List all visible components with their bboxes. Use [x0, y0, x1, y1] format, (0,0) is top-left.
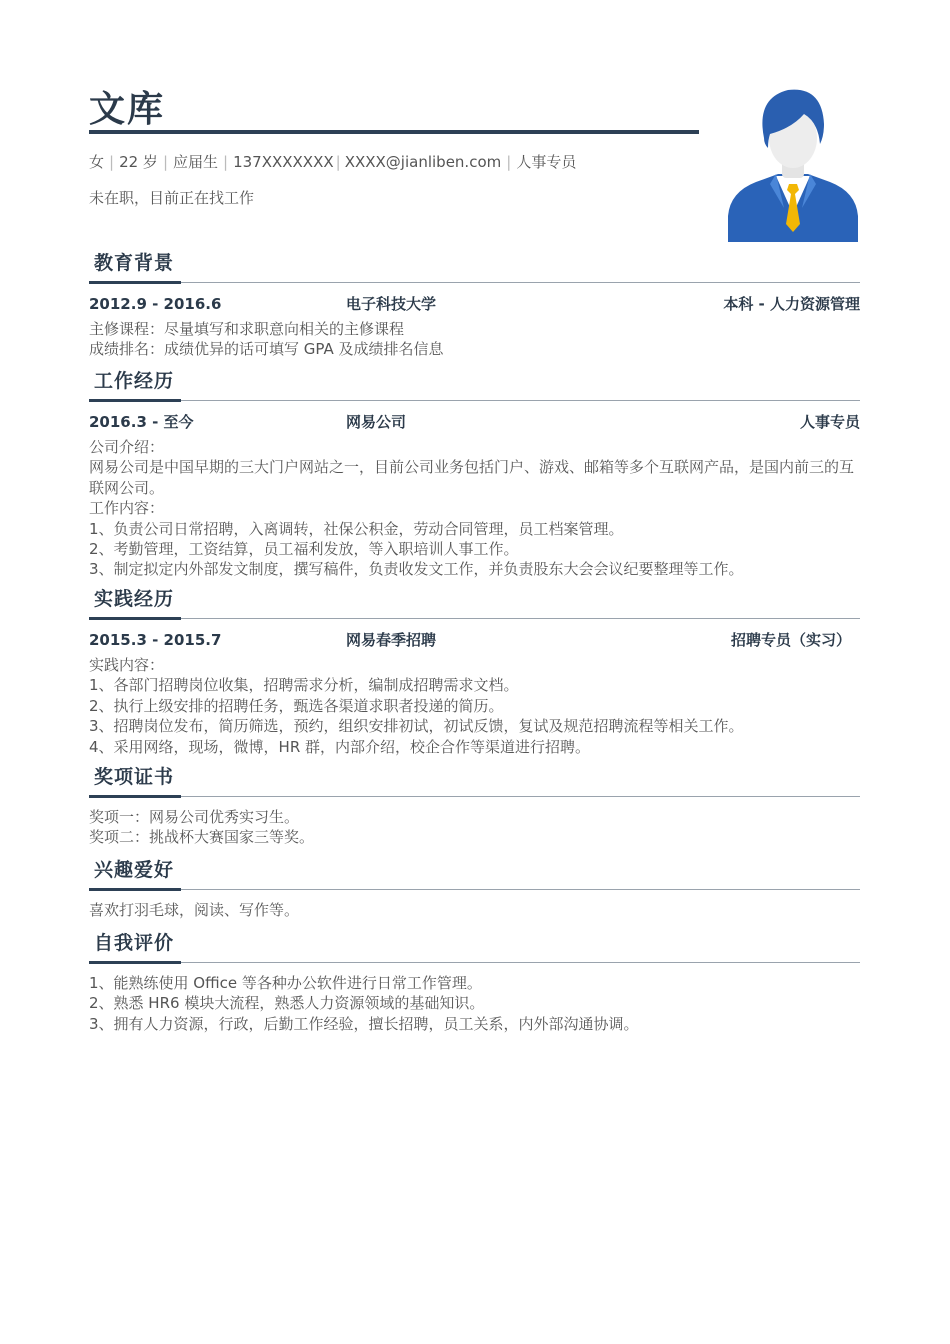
practice-entry-row — [89, 629, 860, 651]
education-section — [89, 249, 860, 360]
evaluation-line: 3、拥有人力资源，行政，后勤工作经验，擅长招聘，员工关系，内外部沟通协调。 — [89, 1014, 639, 1033]
work-title: 工作经历 — [94, 370, 175, 392]
info-separator: | — [506, 153, 512, 171]
detail-line: 主修课程：尽量填写和求职意向相关的主修课程 — [89, 320, 405, 338]
work-entry-row — [89, 411, 860, 433]
section-accent-bar — [89, 888, 181, 891]
detail-line: 公司介绍： — [89, 438, 165, 456]
detail-line: 1、各部门招聘岗位收集，招聘需求分析，编制成招聘需求文档。 — [89, 676, 519, 695]
personal-info-line — [89, 151, 576, 173]
candidate-name: 文库 — [89, 89, 166, 130]
info-separator: | — [335, 153, 341, 171]
detail-line: 成绩排名：成绩优异的话可填写 GPA 及成绩排名信息 — [89, 340, 444, 359]
section-accent-bar — [89, 961, 181, 964]
info-age: 22 岁 — [119, 153, 158, 171]
detail-line: 工作内容： — [89, 499, 165, 518]
award-line: 奖项二：挑战杯大赛国家三等奖。 — [89, 828, 315, 847]
section-header — [89, 763, 860, 799]
self-evaluation-title: 自我评价 — [94, 932, 175, 954]
practice-title: 实践经历 — [94, 588, 175, 610]
practice-section — [89, 585, 860, 757]
detail-line: 2、执行上级安排的招聘任务，甄选各渠道求职者投递的简历。 — [89, 696, 504, 715]
section-header — [89, 856, 860, 892]
entry-date: 2012.9 - 2016.6 — [89, 295, 222, 313]
avatar-icon — [726, 88, 860, 242]
entry-role: 人事专员 — [799, 413, 860, 431]
company-intro: 网易公司是中国早期的三大门户网站之一，目前公司业务包括门户、游戏、邮箱等多个互联网产品，是国内前三的互联网公司。 — [89, 458, 855, 497]
awards-title: 奖项证书 — [94, 766, 175, 788]
detail-line: 实践内容： — [89, 656, 165, 674]
entry-date: 2015.3 - 2015.7 — [89, 631, 222, 649]
info-status: 应届生 — [173, 153, 219, 171]
self-evaluation-section — [89, 929, 860, 1034]
section-header — [89, 367, 860, 403]
section-header — [89, 929, 860, 965]
hobbies-details — [89, 900, 860, 920]
job-status: 未在职，目前正在找工作 — [89, 189, 255, 207]
entry-role: 招聘专员（实习） — [730, 631, 851, 649]
detail-line: 3、招聘岗位发布，简历筛选，预约，组织安排初试，初试反馈，复试及规范招聘流程等相关工作。 — [89, 717, 744, 736]
info-separator: | — [162, 153, 168, 171]
entry-organization: 网易春季招聘 — [346, 631, 437, 649]
section-rule — [89, 962, 860, 963]
info-email: XXXX@jianliben.com — [344, 153, 502, 171]
practice-details — [89, 655, 860, 757]
section-rule — [89, 796, 860, 797]
award-line: 奖项一：网易公司优秀实习生。 — [89, 808, 300, 826]
section-header — [89, 585, 860, 621]
self-evaluation-details — [89, 973, 860, 1034]
hobbies-section — [89, 856, 860, 920]
entry-organization: 网易公司 — [346, 413, 407, 431]
entry-role: 本科 - 人力资源管理 — [723, 295, 860, 313]
info-phone: 137XXXXXXX — [233, 153, 334, 171]
info-separator: | — [109, 153, 115, 171]
info-separator: | — [223, 153, 229, 171]
section-rule — [89, 282, 860, 283]
work-section — [89, 367, 860, 580]
section-accent-bar — [89, 281, 181, 284]
info-gender: 女 — [89, 153, 105, 171]
awards-details — [89, 807, 860, 848]
section-rule — [89, 618, 860, 619]
evaluation-line: 2、熟悉 HR6 模块大流程，熟悉人力资源领域的基础知识。 — [89, 994, 485, 1013]
education-entry-row — [89, 293, 860, 315]
awards-section — [89, 763, 860, 848]
info-job-target: 人事专员 — [516, 153, 577, 171]
evaluation-line: 1、能熟练使用 Office 等各种办公软件进行日常工作管理。 — [89, 974, 482, 992]
education-details — [89, 319, 860, 360]
hobbies-title: 兴趣爱好 — [94, 859, 175, 881]
detail-line: 3、制定拟定内外部发文制度，撰写稿件，负责收发文工作，并负责股东大会会议纪要整理等工作。 — [89, 560, 744, 579]
section-accent-bar — [89, 795, 181, 798]
detail-line: 1、负责公司日常招聘，入离调转，社保公积金，劳动合同管理，员工档案管理。 — [89, 519, 624, 538]
section-rule — [89, 400, 860, 401]
name-underline — [89, 130, 699, 134]
education-title: 教育背景 — [94, 252, 175, 274]
section-accent-bar — [89, 617, 181, 620]
section-rule — [89, 889, 860, 890]
detail-line: 2、考勤管理，工资结算，员工福利发放，等入职培训人事工作。 — [89, 540, 519, 559]
section-header — [89, 249, 860, 285]
entry-organization: 电子科技大学 — [346, 295, 437, 313]
detail-line: 4、采用网络，现场，微博，HR 群，内部介绍，校企合作等渠道进行招聘。 — [89, 737, 591, 756]
work-details — [89, 437, 860, 580]
section-accent-bar — [89, 399, 181, 402]
entry-date: 2016.3 - 至今 — [89, 413, 194, 431]
hobby-line: 喜欢打羽毛球，阅读、写作等。 — [89, 901, 300, 919]
